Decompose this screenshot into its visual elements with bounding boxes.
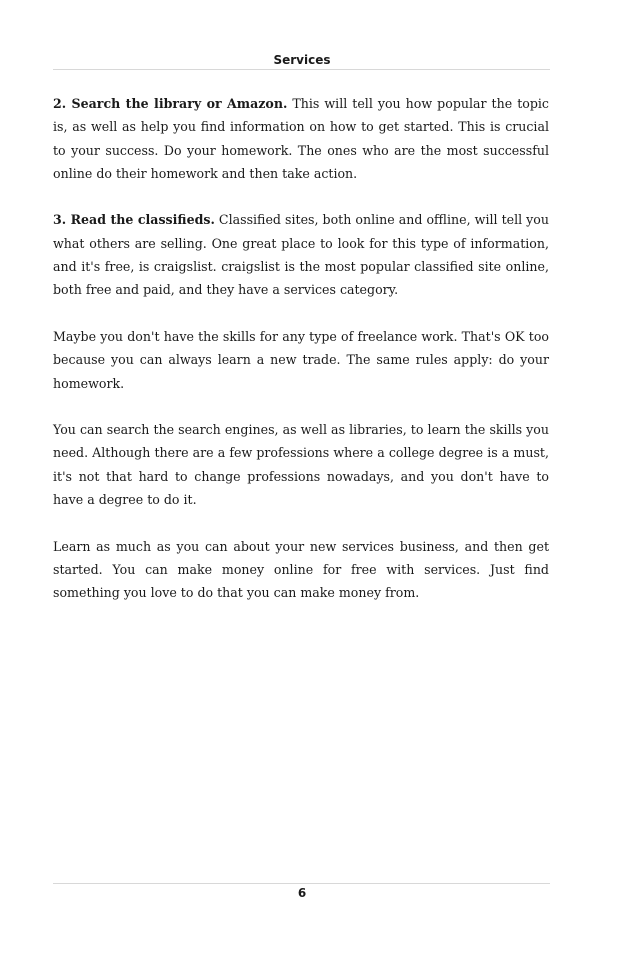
paragraph-text: Learn as much as you can about your new services business, and then get started. You can make money online for free with services. Just find something you love to do that you can make money from. bbox=[53, 538, 549, 601]
paragraph-lead: 2. Search the library or Amazon. bbox=[53, 96, 288, 111]
header-divider bbox=[53, 69, 550, 70]
page-header-title: Services bbox=[273, 53, 331, 67]
paragraph-search-library bbox=[53, 92, 549, 185]
paragraph-get-started bbox=[53, 535, 549, 605]
paragraph-text: Classified sites, both online and offline, will tell you what others are selling. One great place to look for this type of information, and it's free, is craigslist. craigslist is the most popular classified site online, both free and paid, and they have a services category. bbox=[53, 212, 549, 298]
paragraph-text: Maybe you don't have the skills for any type of freelance work. That's OK too because you can always learn a new trade. The same rules apply: do your homework. bbox=[53, 328, 549, 391]
paragraph-text: You can search the search engines, as well as libraries, to learn the skills you need. Although there are a few professions where a college degree is a must, it's not that hard to change professions nowadays, and you don't have to have a degree to do it. bbox=[53, 422, 549, 508]
page-body bbox=[53, 92, 549, 628]
paragraph-text: This will tell you how popular the topic is, as well as help you find information on how to get started. This is crucial to your success. Do your homework. The ones who are the most successful online do their homework and then take action. bbox=[53, 96, 549, 181]
paragraph-lead: 3. Read the classifieds. bbox=[53, 212, 215, 228]
footer-divider bbox=[53, 883, 550, 884]
page-number: 6 bbox=[297, 886, 307, 900]
paragraph-learn-trade bbox=[53, 325, 549, 395]
paragraph-learn-skills bbox=[53, 418, 549, 511]
paragraph-read-classifieds bbox=[53, 208, 549, 301]
